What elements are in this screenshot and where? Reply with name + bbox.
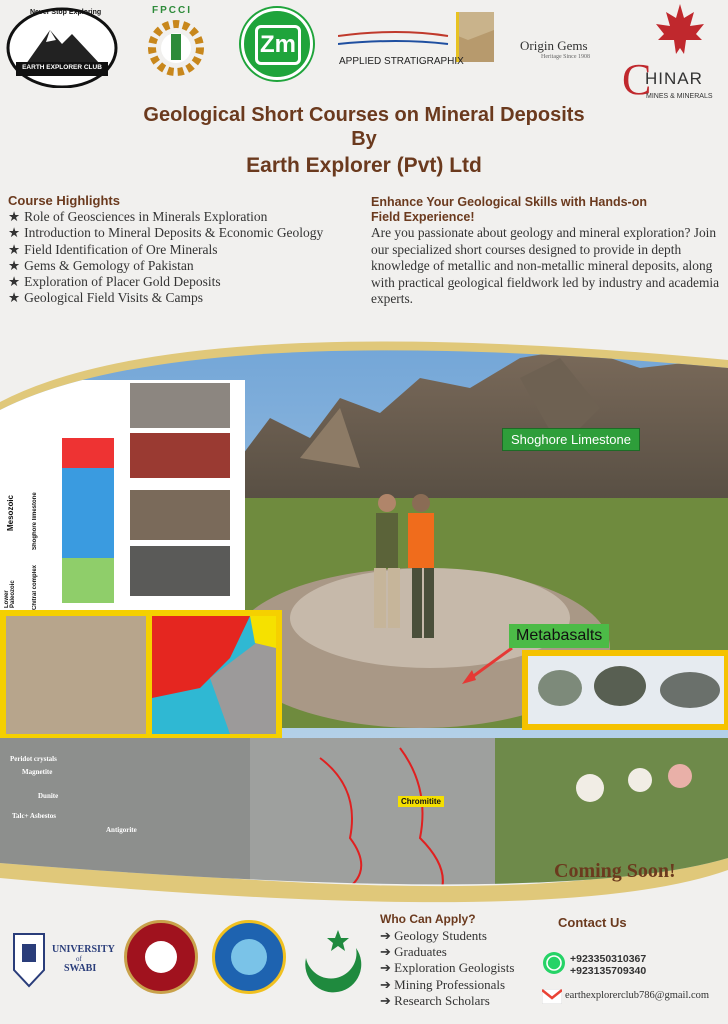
highlight-text: Gems & Gemology of Pakistan <box>24 257 194 273</box>
who-item <box>380 960 550 976</box>
who-text: Graduates <box>394 944 447 960</box>
ajk-university-logo <box>212 920 286 994</box>
phone-1[interactable]: +923350310367 <box>570 953 647 965</box>
zm-text: Zm <box>255 25 301 65</box>
zm-logo <box>241 8 313 80</box>
highlight-text: Exploration of Placer Gold Deposits <box>24 274 221 290</box>
antigorite-label: Antigorite <box>106 826 137 834</box>
who-text: Exploration Geologists <box>394 960 515 976</box>
course-highlights <box>8 193 360 307</box>
strat-mesozoic-label: Mesozoic <box>6 495 15 532</box>
highlight-item <box>8 209 360 225</box>
chinar-c: C <box>622 55 652 104</box>
swabi-b: SWABI <box>64 963 97 974</box>
star-icon: ★ <box>8 209 21 224</box>
who-text: Geology Students <box>394 928 487 943</box>
arrow-right-icon: ➔ <box>380 944 395 960</box>
intro-block <box>371 195 723 308</box>
maple-leaf-icon <box>650 4 710 60</box>
highlight-item <box>8 225 360 241</box>
highlight-text: Introduction to Mineral Deposits & Economic Geology <box>24 225 324 241</box>
strat-lower-label: Lower Paleozoic <box>4 580 16 608</box>
page-title-line2: By <box>351 128 377 150</box>
star-icon: ★ <box>8 257 21 273</box>
email-link[interactable]: earthexplorerclub786@gmail.com <box>565 990 710 1001</box>
arrow-right-icon: ➔ <box>380 976 395 992</box>
star-icon: ★ <box>8 290 21 306</box>
contact-title: Contact Us <box>558 915 627 930</box>
highlight-item <box>8 274 360 290</box>
who-item <box>380 993 550 1009</box>
highlight-text: Role of Geosciences in Minerals Exploration <box>24 209 268 224</box>
strat-chitral-label: Chitral complex <box>32 564 38 610</box>
pakistan-crescent-logo <box>298 924 368 1002</box>
who-title: Who Can Apply? <box>380 912 476 926</box>
swabi-a: UNIVERSITY <box>52 944 115 955</box>
photo-band <box>0 318 728 908</box>
who-item <box>380 928 550 944</box>
chinar-sub: MINES & MINERALS <box>646 93 713 100</box>
highlight-item <box>8 290 360 306</box>
fpcci-logo <box>146 6 208 80</box>
swabi-of: of <box>76 955 82 963</box>
who-text: Research Scholars <box>394 992 490 1008</box>
highlight-text: Geological Field Visits & Camps <box>24 290 204 306</box>
shoghore-label: Shoghore Limestone <box>502 428 640 451</box>
coming-soon: Coming Soon! <box>554 860 676 882</box>
highlights-list <box>8 209 360 307</box>
university-swabi-logo <box>8 930 120 1000</box>
chromitite-label: Chromitite <box>398 796 444 807</box>
star-icon: ★ <box>8 241 21 257</box>
who-text: Mining Professionals <box>394 976 506 992</box>
swabi-crest-icon <box>8 930 50 990</box>
magnetite-label: Magnetite <box>22 768 53 776</box>
club-motto: Never Stop Exploring <box>30 9 102 16</box>
who-item <box>380 944 550 960</box>
who-list <box>380 928 550 1009</box>
contact-block <box>540 915 728 1015</box>
who-can-apply <box>380 912 550 1009</box>
club-name: EARTH EXPLORER CLUB <box>22 64 102 71</box>
origin-gems-sub: Heritage Since 1908 <box>541 54 590 60</box>
intro-title-a: Enhance Your Geological Skills with Hands-on <box>371 195 647 209</box>
strat-shoghore-label: Shoghore limestone <box>32 492 38 550</box>
phone-list <box>570 953 646 977</box>
highlights-title: Course Highlights <box>8 193 120 208</box>
earth-explorer-club-logo <box>6 6 118 88</box>
segmite-logo <box>124 920 198 994</box>
star-icon: ★ <box>8 274 21 290</box>
who-item <box>380 977 550 993</box>
whatsapp-icon <box>542 951 566 975</box>
phone-2[interactable]: +923135709340 <box>570 965 647 977</box>
dunite-label: Dunite <box>38 792 59 800</box>
intro-title-b: Field Experience! <box>371 210 475 224</box>
metabasalts-label: Metabasalts <box>509 624 609 648</box>
chinar-label: HINAR <box>645 69 703 88</box>
talc-label: Talc+ Asbestos <box>12 812 56 820</box>
star-icon: ★ <box>8 225 21 241</box>
arrow-right-icon: ➔ <box>380 992 395 1008</box>
arrow-right-icon: ➔ <box>380 960 395 976</box>
page-title-line1: Geological Short Courses on Mineral Deposits <box>143 104 585 126</box>
origin-gems-label: Origin Gems <box>520 38 588 53</box>
highlight-item <box>8 258 360 274</box>
fpcci-label: FPCCI <box>152 5 192 16</box>
arrow-right-icon: ➔ <box>380 928 395 943</box>
highlight-text: Field Identification of Ore Minerals <box>24 241 218 257</box>
highlight-item <box>8 242 360 258</box>
gmail-icon <box>542 989 562 1004</box>
peridot-label: Peridot crystals <box>10 755 57 763</box>
logo-row <box>0 0 728 104</box>
intro-body: Are you passionate about geology and mineral exploration? Join our specialized short courses designed to provide in depth knowledge of metallic and non-metallic mineral deposits, along with practical geological fieldwork led by industry and academia experts. <box>371 225 720 307</box>
applied-stratigraphix-label: APPLIED STRATIGRAPHIX <box>339 56 464 67</box>
page-title-line3: Earth Explorer (Pvt) Ltd <box>246 154 482 177</box>
